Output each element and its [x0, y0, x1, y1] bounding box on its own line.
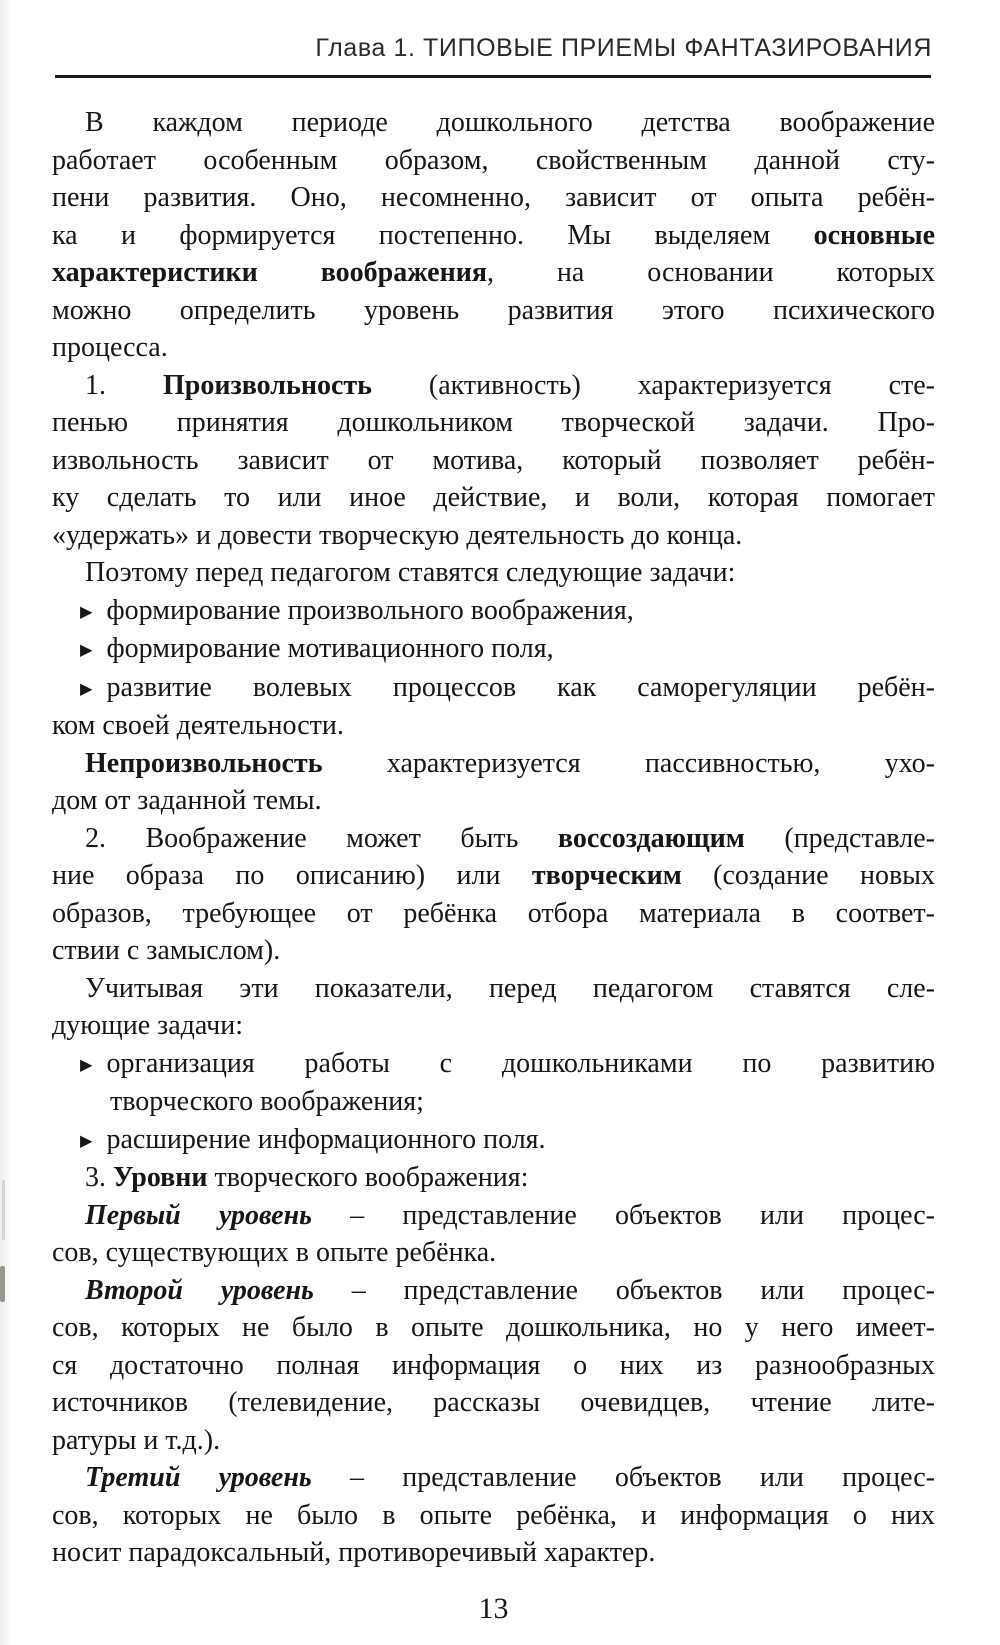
text-segment: ние образа по описанию) или [52, 860, 532, 891]
text-line [52, 1159, 935, 1197]
text-segment: , на основании которых [487, 257, 935, 288]
text-segment: процесса. [52, 332, 168, 363]
text-segment: пени развития. Оно, несомненно, зависит от опыта ребён- [52, 182, 935, 213]
text-line [52, 404, 935, 442]
text-segment: Третий уровень [85, 1462, 312, 1493]
text-segment: Уровни [113, 1162, 208, 1193]
text-line [52, 367, 935, 405]
text-line [52, 1459, 935, 1497]
text-line [52, 1422, 935, 1460]
text-segment: формирование произвольного воображения, [106, 594, 634, 626]
text-line [52, 745, 935, 783]
text-segment: Поэтому перед педагогом ставятся следующие задачи: [85, 557, 736, 588]
text-line [52, 517, 935, 555]
text-segment: Второй уровень [85, 1274, 314, 1306]
text-segment: 3. [85, 1162, 113, 1193]
text-line [52, 442, 935, 480]
text-segment: ку сделать то или иное действие, и воли, которая помогает [52, 482, 935, 513]
text-segment: (представле- [744, 822, 935, 854]
text-line [52, 142, 935, 180]
text-line [52, 782, 935, 820]
page-body [52, 104, 935, 1572]
text-segment: «удержать» и довести творческую деятельность до конца. [52, 519, 743, 551]
chapter-header: Глава 1. ТИПОВЫЕ ПРИЕМЫ ФАНТАЗИРОВАНИЯ [315, 34, 932, 62]
text-segment: 2. Воображение может быть [85, 822, 558, 854]
text-segment: сов, которых не было в опыте дошкольника, но у него имеет- [52, 1312, 935, 1343]
bullet-triangle-icon: ▶ [80, 678, 93, 698]
text-segment: творческого воображения; [110, 1086, 424, 1117]
bullet-line [52, 630, 935, 669]
scan-edge-shadow [0, 0, 12, 1645]
text-line [52, 1197, 935, 1235]
text-segment: – представление объектов или процес- [311, 1462, 936, 1493]
text-segment: расширение информационного поля. [106, 1123, 546, 1155]
text-segment: творческим [531, 860, 682, 891]
text-segment: – представление объектов или процес- [311, 1199, 935, 1231]
text-segment: сов, существующих в опыте ребёнка. [52, 1237, 497, 1268]
text-line [52, 554, 935, 592]
text-segment: Первый уровень [85, 1199, 312, 1231]
text-segment: сов, которых не было в опыте ребёнка, и информация о них [52, 1499, 935, 1531]
bullet-triangle-icon: ▶ [80, 1054, 93, 1074]
text-line [52, 895, 935, 933]
text-segment: (активность) характеризуется сте- [371, 369, 935, 401]
text-segment: развитие волевых процессов как саморегуляции ребён- [106, 671, 935, 703]
text-line [52, 292, 935, 330]
text-line [52, 970, 935, 1008]
text-segment: можно определить уровень развития этого психического [52, 294, 935, 326]
text-line [52, 179, 935, 217]
text-line [52, 1083, 935, 1121]
text-segment: (создание новых [681, 860, 935, 891]
text-segment: формирование мотивационного поля, [106, 633, 554, 664]
text-segment: ратуры и т.д.). [52, 1424, 221, 1456]
text-segment: Непроизвольность [85, 747, 323, 779]
bullet-triangle-icon: ▶ [80, 601, 93, 621]
text-segment: пенью принятия дошкольником творческой задачи. Про- [52, 407, 935, 438]
bullet-line [52, 669, 935, 708]
text-line [52, 1234, 935, 1272]
text-segment: дом от заданной темы. [52, 785, 322, 816]
text-segment: источников (телевидение, рассказы очевидцев, чтение лите- [52, 1387, 935, 1418]
text-line [52, 932, 935, 970]
text-segment: характеризуется пассивностью, ухо- [322, 747, 935, 779]
text-segment: ка и формируется постепенно. Мы выделяем [52, 219, 814, 251]
bullet-triangle-icon: ▶ [80, 640, 93, 659]
text-line [52, 329, 935, 367]
text-segment: творческого воображения: [207, 1162, 529, 1193]
text-segment: ствии с замыслом). [52, 935, 281, 966]
text-line [52, 1497, 935, 1535]
text-line [52, 820, 935, 858]
header-rule [55, 75, 931, 78]
text-segment: организация работы с дошкольниками по развитию [106, 1047, 935, 1079]
text-line [52, 707, 935, 745]
text-segment: ся достаточно полная информация о них из разнообразных [52, 1349, 935, 1381]
text-segment: извольность зависит от мотива, который позволяет ребён- [52, 444, 935, 476]
text-segment: Учитывая эти показатели, перед педагогом ставятся сле- [85, 972, 935, 1004]
text-segment: Произвольность [163, 369, 372, 401]
text-line [52, 1534, 935, 1572]
text-segment: дующие задачи: [52, 1010, 244, 1041]
text-segment: В каждом периоде дошкольного детства воображение [85, 107, 935, 138]
text-segment: 1. [85, 369, 163, 401]
text-line [52, 1272, 935, 1310]
text-segment: ком своей деятельности. [52, 710, 344, 741]
text-line [52, 104, 935, 142]
text-segment: носит парадоксальный, противоречивый характер. [52, 1537, 656, 1568]
bullet-line [52, 1121, 935, 1160]
text-segment: характеристики воображения [52, 257, 487, 288]
text-segment: основные [813, 219, 935, 251]
scan-artifact [2, 1180, 5, 1240]
text-segment: работает особенным образом, свойственным данной сту- [52, 144, 935, 176]
bullet-line [52, 1045, 935, 1084]
text-segment: – представление объектов или процес- [313, 1274, 935, 1306]
text-line [52, 857, 935, 895]
bullet-triangle-icon: ▶ [80, 1130, 93, 1150]
text-line [52, 479, 935, 517]
bullet-line [52, 592, 935, 631]
text-line [52, 1309, 935, 1347]
text-line [52, 217, 935, 255]
text-line [52, 1007, 935, 1045]
text-line [52, 254, 935, 292]
text-line [52, 1384, 935, 1422]
text-segment: воссоздающим [557, 822, 745, 854]
text-line [52, 1347, 935, 1385]
page-number: 13 [478, 1592, 509, 1625]
text-segment: образов, требующее от ребёнка отбора материала в соответ- [52, 897, 935, 929]
scan-artifact [0, 1266, 5, 1302]
